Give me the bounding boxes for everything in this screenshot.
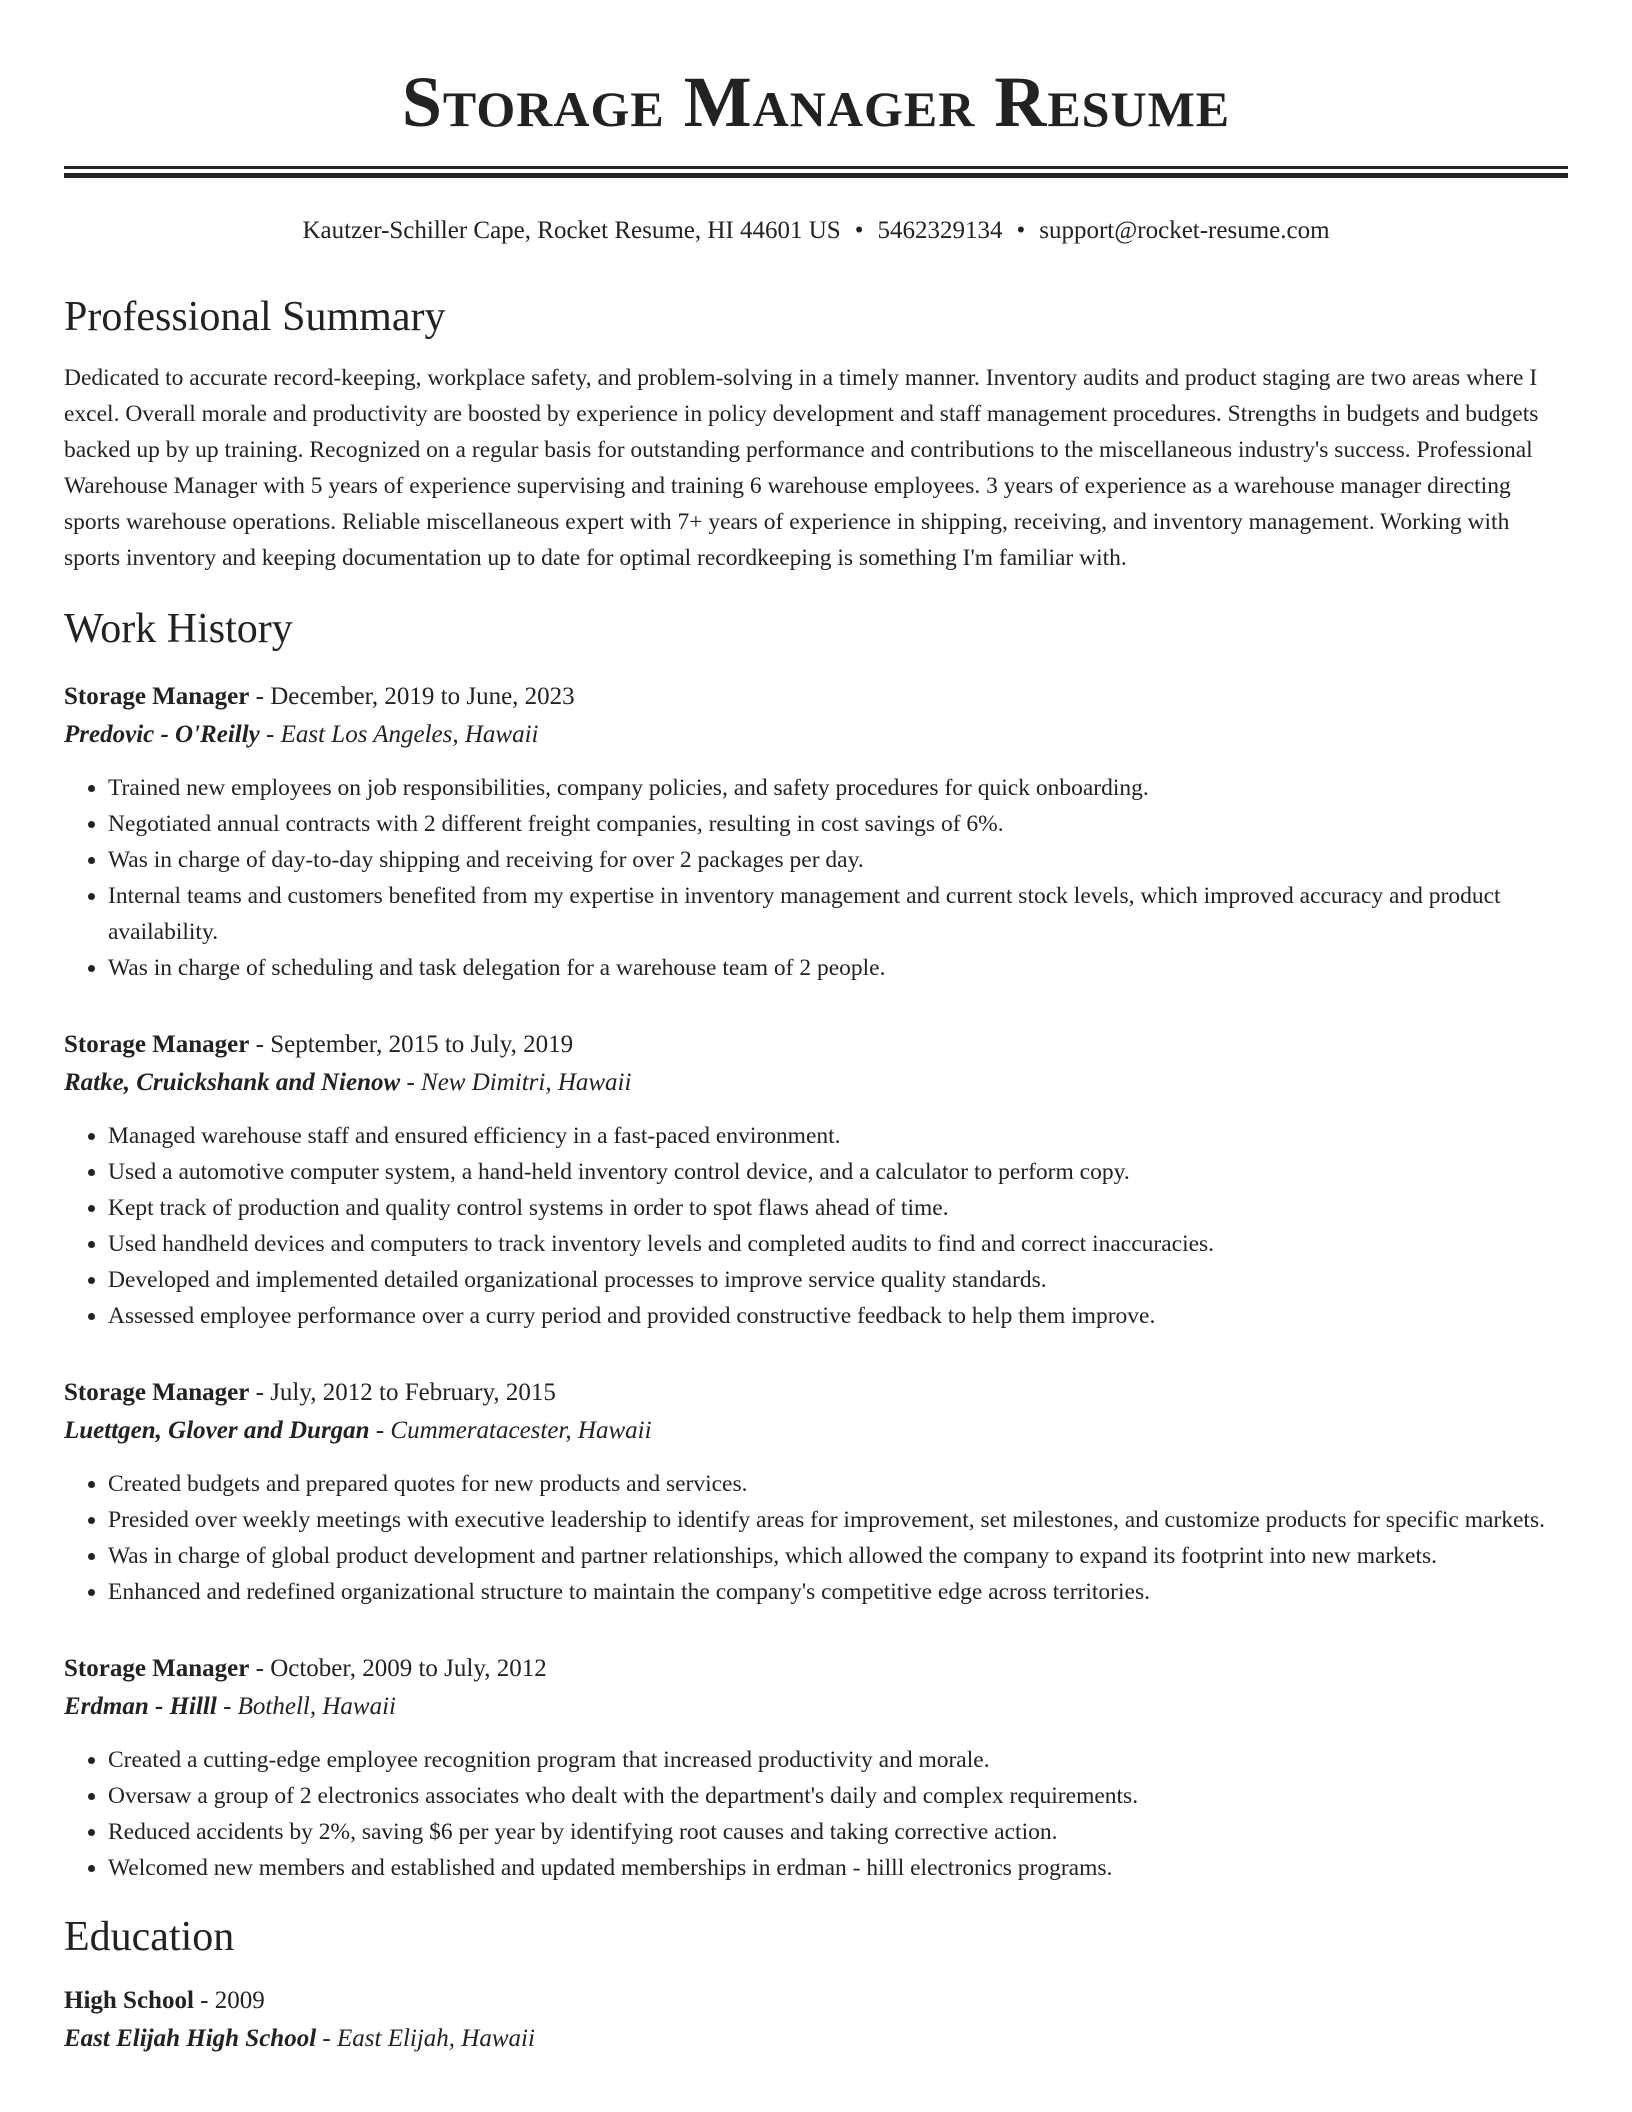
job-dates: - October, 2009 to July, 2012 <box>249 1655 547 1682</box>
job-bullets <box>64 1118 1568 1334</box>
education-location: - East Elijah, Hawaii <box>316 2025 535 2052</box>
title-divider <box>64 166 1568 178</box>
contact-line <box>64 214 1568 248</box>
contact-address: Kautzer-Schiller Cape, Rocket Resume, HI 44601 US <box>302 217 841 244</box>
job-bullets <box>64 1742 1568 1886</box>
job-company: Predovic - O'Reilly <box>64 721 260 748</box>
job-entry <box>64 678 1568 986</box>
list-item: • Kept track of production and quality control systems in order to spot flaws ahead of time. <box>108 1190 1568 1226</box>
list-item: • Was in charge of day-to-day shipping and receiving for over 2 packages per day. <box>108 842 1568 878</box>
job-title-line <box>64 1374 1568 1412</box>
work-history-heading: Work History <box>64 606 293 652</box>
education-degree: High School <box>64 1987 194 2014</box>
job-location: - Bothell, Hawaii <box>216 1693 396 1720</box>
education-year: - 2009 <box>193 1987 265 2014</box>
contact-phone: 5462329134 <box>877 217 1003 244</box>
job-location: - East Los Angeles, Hawaii <box>259 721 539 748</box>
contact-separator: • <box>1016 217 1026 244</box>
list-item: • Negotiated annual contracts with 2 different freight companies, resulting in cost savings of 6%. <box>108 806 1568 842</box>
list-item: • Reduced accidents by 2%, saving $6 per year by identifying root causes and taking corrective action. <box>108 1814 1568 1850</box>
job-entry <box>64 1650 1568 1886</box>
list-item: • Presided over weekly meetings with executive leadership to identify areas for improvement, set milestones, and customize products for specific markets. <box>108 1502 1568 1538</box>
list-item: • Developed and implemented detailed organizational processes to improve service quality standards. <box>108 1262 1568 1298</box>
contact-email: support@rocket-resume.com <box>1039 217 1330 244</box>
education-entry <box>64 1982 1568 2058</box>
job-company-line <box>64 1412 1568 1450</box>
list-item: • Was in charge of global product development and partner relationships, which allowed the company to expand its footprint into new markets. <box>108 1538 1568 1574</box>
job-dates: - September, 2015 to July, 2019 <box>249 1031 574 1058</box>
summary-heading: Professional Summary <box>64 294 446 340</box>
list-item: • Assessed employee performance over a curry period and provided constructive feedback to help them improve. <box>108 1298 1568 1334</box>
education-school: East Elijah High School <box>64 2025 317 2052</box>
job-dates: - December, 2019 to June, 2023 <box>249 683 575 710</box>
education-degree-line <box>64 1982 1568 2020</box>
list-item: • Created budgets and prepared quotes for new products and services. <box>108 1466 1568 1502</box>
list-item: • Was in charge of scheduling and task delegation for a warehouse team of 2 people. <box>108 950 1568 986</box>
job-entry <box>64 1374 1568 1610</box>
job-company: Luettgen, Glover and Durgan <box>64 1417 370 1444</box>
list-item: • Used a automotive computer system, a hand-held inventory control device, and a calculator to perform copy. <box>108 1154 1568 1190</box>
job-title: Storage Manager <box>64 683 250 710</box>
resume-title: Storage Manager Resume <box>401 62 1231 142</box>
job-title-line <box>64 1650 1568 1688</box>
education-school-line <box>64 2020 1568 2058</box>
job-dates: - July, 2012 to February, 2015 <box>249 1379 556 1406</box>
contact-separator: • <box>854 217 864 244</box>
list-item: • Managed warehouse staff and ensured efficiency in a fast-paced environment. <box>108 1118 1568 1154</box>
list-item: • Welcomed new members and established and updated memberships in erdman - hilll electronics programs. <box>108 1850 1568 1886</box>
job-title-line <box>64 678 1568 716</box>
job-company-line <box>64 1688 1568 1726</box>
job-company-line <box>64 716 1568 754</box>
job-title: Storage Manager <box>64 1031 250 1058</box>
job-bullets <box>64 1466 1568 1610</box>
job-company: Ratke, Cruickshank and Nienow <box>64 1069 401 1096</box>
list-item: • Internal teams and customers benefited from my expertise in inventory management and current stock levels, which improved accuracy and product availability. <box>108 878 1568 950</box>
job-entry <box>64 1026 1568 1334</box>
job-company: Erdman - Hilll <box>64 1693 217 1720</box>
list-item: • Oversaw a group of 2 electronics associates who dealt with the department's daily and complex requirements. <box>108 1778 1568 1814</box>
list-item: • Used handheld devices and computers to track inventory levels and completed audits to find and correct inaccuracies. <box>108 1226 1568 1262</box>
list-item: • Created a cutting-edge employee recognition program that increased productivity and morale. <box>108 1742 1568 1778</box>
job-title: Storage Manager <box>64 1655 250 1682</box>
job-title-line <box>64 1026 1568 1064</box>
job-location: - New Dimitri, Hawaii <box>400 1069 632 1096</box>
list-item: • Trained new employees on job responsibilities, company policies, and safety procedures for quick onboarding. <box>108 770 1568 806</box>
resume-page <box>64 0 1568 2058</box>
summary-text: Dedicated to accurate record-keeping, workplace safety, and problem-solving in a timely manner. Inventory audits and product staging are two areas where I excel. Overall morale and productivity are boosted by experience in policy development and staff management procedures. Strengths in budgets and budgets backed up by up training. Recognized on a regular basis for outstanding performance and contributions to the miscellaneous industry's success. Professional Warehouse Manager with 5 years of experience supervising and training 6 warehouse employees. 3 years of experience as a warehouse manager directing sports warehouse operations. Reliable miscellaneous expert with 7+ years of experience in shipping, receiving, and inventory management. Working with sports inventory and keeping documentation up to date for optimal recordkeeping is something I'm familiar with. <box>64 365 1539 571</box>
job-company-line <box>64 1064 1568 1102</box>
job-bullets <box>64 770 1568 986</box>
job-title: Storage Manager <box>64 1379 250 1406</box>
education-heading: Education <box>64 1914 235 1960</box>
job-location: - Cummeratacester, Hawaii <box>369 1417 652 1444</box>
list-item: • Enhanced and redefined organizational structure to maintain the company's competitive edge across territories. <box>108 1574 1568 1610</box>
